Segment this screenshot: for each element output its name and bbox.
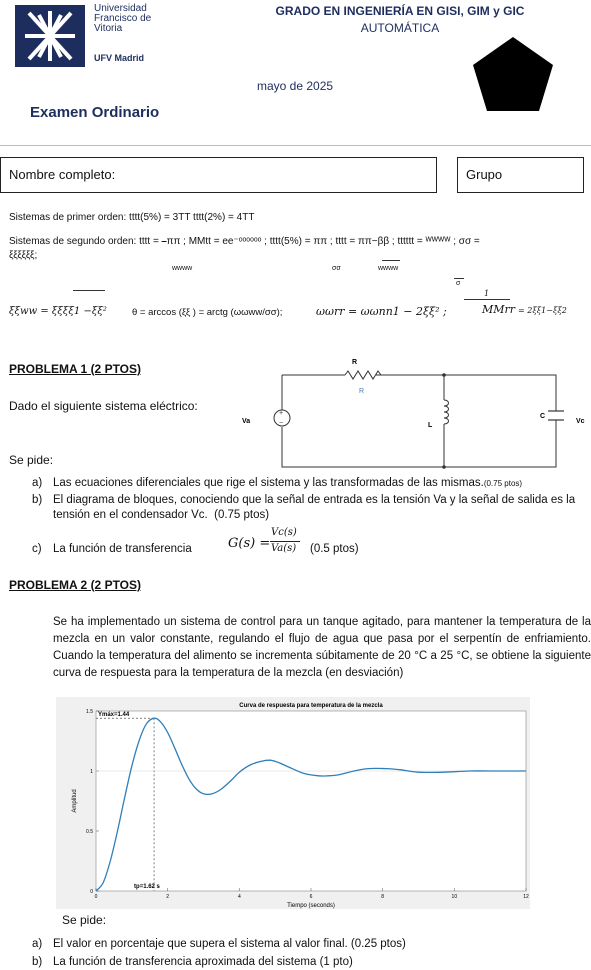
- item-text: El diagrama de bloques, conociendo que la señal de entrada es la tensión Va y la señal de salida es la tensión en el condensador Vc.: [53, 494, 576, 521]
- problem1-item-b: [53, 493, 591, 523]
- logo-cross-icon: [15, 5, 85, 67]
- problem2-item-a: El valor en porcentaje que supera el sistema al valor final. (0.25 ptos): [53, 938, 406, 950]
- fraction-bar: [382, 260, 400, 261]
- first-order-formula: Sistemas de primer orden: tttt(5%) = 3TT tttt(2%) = 4TT: [9, 212, 255, 223]
- label-C: C: [540, 413, 546, 420]
- rlc-circuit-diagram: [238, 355, 591, 470]
- problem1-item-c-text: La función de transferencia: [53, 543, 192, 555]
- mr-denominator: MMrr: [482, 303, 516, 316]
- junction-dot: [442, 373, 446, 377]
- fraction-bar: [270, 541, 300, 542]
- theta-formula: θ = arccos (ξξ ) = arctg (ωωww/σσ);: [132, 307, 283, 318]
- problem1-title: PROBLEMA 1 (2 PTOS): [9, 362, 142, 376]
- y-axis-label: Amplitud: [72, 789, 78, 813]
- group-label: Grupo: [466, 167, 503, 182]
- problem2-statement: Se ha implementado un sistema de control para un tanque agitado, para mantener la temperatura de la mezcla en un valor constante, regulando el flujo de agua que pasa por el serpentín de enfriamiento. Cuando la temperatura del alimento se incrementa súbitamente de 20 °C a 25 °C, se obtiene la siguiente curva de respuesta para la temperatura de la mezcla (en desviación): [53, 616, 591, 679]
- logo-line-3: Vitoria: [94, 23, 123, 34]
- logo-subtitle: UFV Madrid: [94, 53, 145, 63]
- item-text: Las ecuaciones diferenciales que rige el sistema y las transformadas de las mismas.: [53, 477, 484, 489]
- resonance-frequency-formula: ωωrr = ωωnn1 − 2ξξ² ;: [316, 305, 447, 318]
- label-R-sub: R: [359, 388, 365, 395]
- logo-text: [94, 4, 151, 34]
- y-tick-label: 0: [90, 889, 93, 895]
- x-tick-label: 8: [381, 894, 385, 900]
- tf-lhs: G(s) =: [228, 536, 271, 551]
- item-points: (0.5 ptos): [310, 543, 359, 555]
- frac-label: wwww: [378, 265, 399, 272]
- item-marker: a): [32, 938, 43, 950]
- x-tick-label: 2: [166, 894, 170, 900]
- item-marker: b): [32, 956, 43, 968]
- step-response-chart: [56, 697, 530, 909]
- mr-numerator: 1: [484, 289, 490, 298]
- name-field[interactable]: [0, 157, 437, 193]
- mr-rhs: = 2ξξ1−ξξ2: [518, 306, 567, 315]
- chart-title: Curva de respuesta para temperatura de la mezcla: [239, 703, 383, 709]
- plot-area: [96, 711, 526, 891]
- ymax-annotation: Ymáx=1.44: [98, 712, 130, 719]
- label-Vc: Vc: [576, 418, 585, 425]
- y-tick-label: 1.5: [86, 709, 93, 715]
- separator: [0, 145, 591, 146]
- resistor-symbol: [345, 371, 381, 379]
- x-tick-label: 4: [237, 894, 241, 900]
- tf-denominator: Va(s): [271, 543, 297, 554]
- x-tick-label: 6: [309, 894, 313, 900]
- y-tick-label: 0.5: [86, 829, 93, 835]
- degree-title: GRADO EN INGENIERÍA EN GISI, GIM y GIC: [275, 4, 525, 18]
- label-Va: Va: [242, 418, 251, 425]
- logo-line-2: Francisco de: [94, 13, 152, 24]
- item-marker: c): [32, 543, 42, 555]
- x-tick-label: 12: [523, 894, 529, 900]
- item-marker: a): [32, 477, 43, 489]
- exam-title: Examen Ordinario: [30, 104, 160, 121]
- y-tick-label: 1: [90, 769, 93, 775]
- fraction-bar: [73, 290, 105, 291]
- group-field[interactable]: [457, 157, 584, 193]
- svg-text:+: +: [279, 410, 284, 417]
- x-tick-label: 10: [451, 894, 458, 900]
- problem1-intro: Dado el siguiente sistema eléctrico:: [9, 399, 198, 413]
- second-order-formula-cont: ξξξξξξ;: [9, 250, 38, 261]
- frac-label: σσ: [332, 265, 341, 272]
- frac-label: wwww: [172, 265, 193, 272]
- item-points: (0.75 ptos): [483, 479, 523, 488]
- second-order-formula: Sistemas de segundo orden: tttt = ⎯ππ ; MMtt = ee⁻ᵒᵒᵒᵒᵒᵒ ; tttt(5%) = ππ ; tttt = ππ−ββ ; tttttt = ᵂᵂᵂᵂ ; σσ =: [9, 236, 480, 247]
- item-points: (0.75 ptos): [214, 509, 270, 521]
- label-L: L: [428, 422, 433, 429]
- name-label: Nombre completo:: [9, 167, 116, 182]
- problem1-item-a: [53, 476, 591, 491]
- tf-numerator: Vc(s): [271, 527, 297, 538]
- subject-title: AUTOMÁTICA: [360, 21, 440, 35]
- fraction-bar: [464, 299, 510, 300]
- svg-text:−: −: [279, 420, 284, 427]
- x-tick-label: 0: [94, 894, 98, 900]
- problem2-title: PROBLEMA 2 (2 PTOS): [9, 578, 142, 592]
- inductor-symbol: [444, 400, 449, 424]
- frac-label: σ: [456, 280, 461, 287]
- pentagon-mark: [472, 36, 554, 112]
- fraction-bar: [454, 278, 464, 279]
- problem1-se-pide: Se pide:: [9, 453, 54, 467]
- problem2-se-pide: Se pide:: [62, 913, 107, 927]
- label-R: R: [352, 359, 358, 366]
- problem2-item-b: La función de transferencia aproximada del sistema (1 pto): [53, 956, 353, 968]
- exam-date: mayo de 2025: [257, 79, 334, 93]
- item-marker: b): [32, 494, 43, 506]
- damped-frequency-formula: ξξww = ξξξξ1 −ξξ²: [9, 306, 107, 317]
- university-logo: [15, 5, 85, 67]
- tp-annotation: tp=1.62 s: [134, 884, 160, 890]
- x-axis-label: Tiempo (seconds): [287, 903, 335, 909]
- junction-dot: [442, 465, 446, 469]
- logo-line-1: Universidad: [94, 3, 147, 14]
